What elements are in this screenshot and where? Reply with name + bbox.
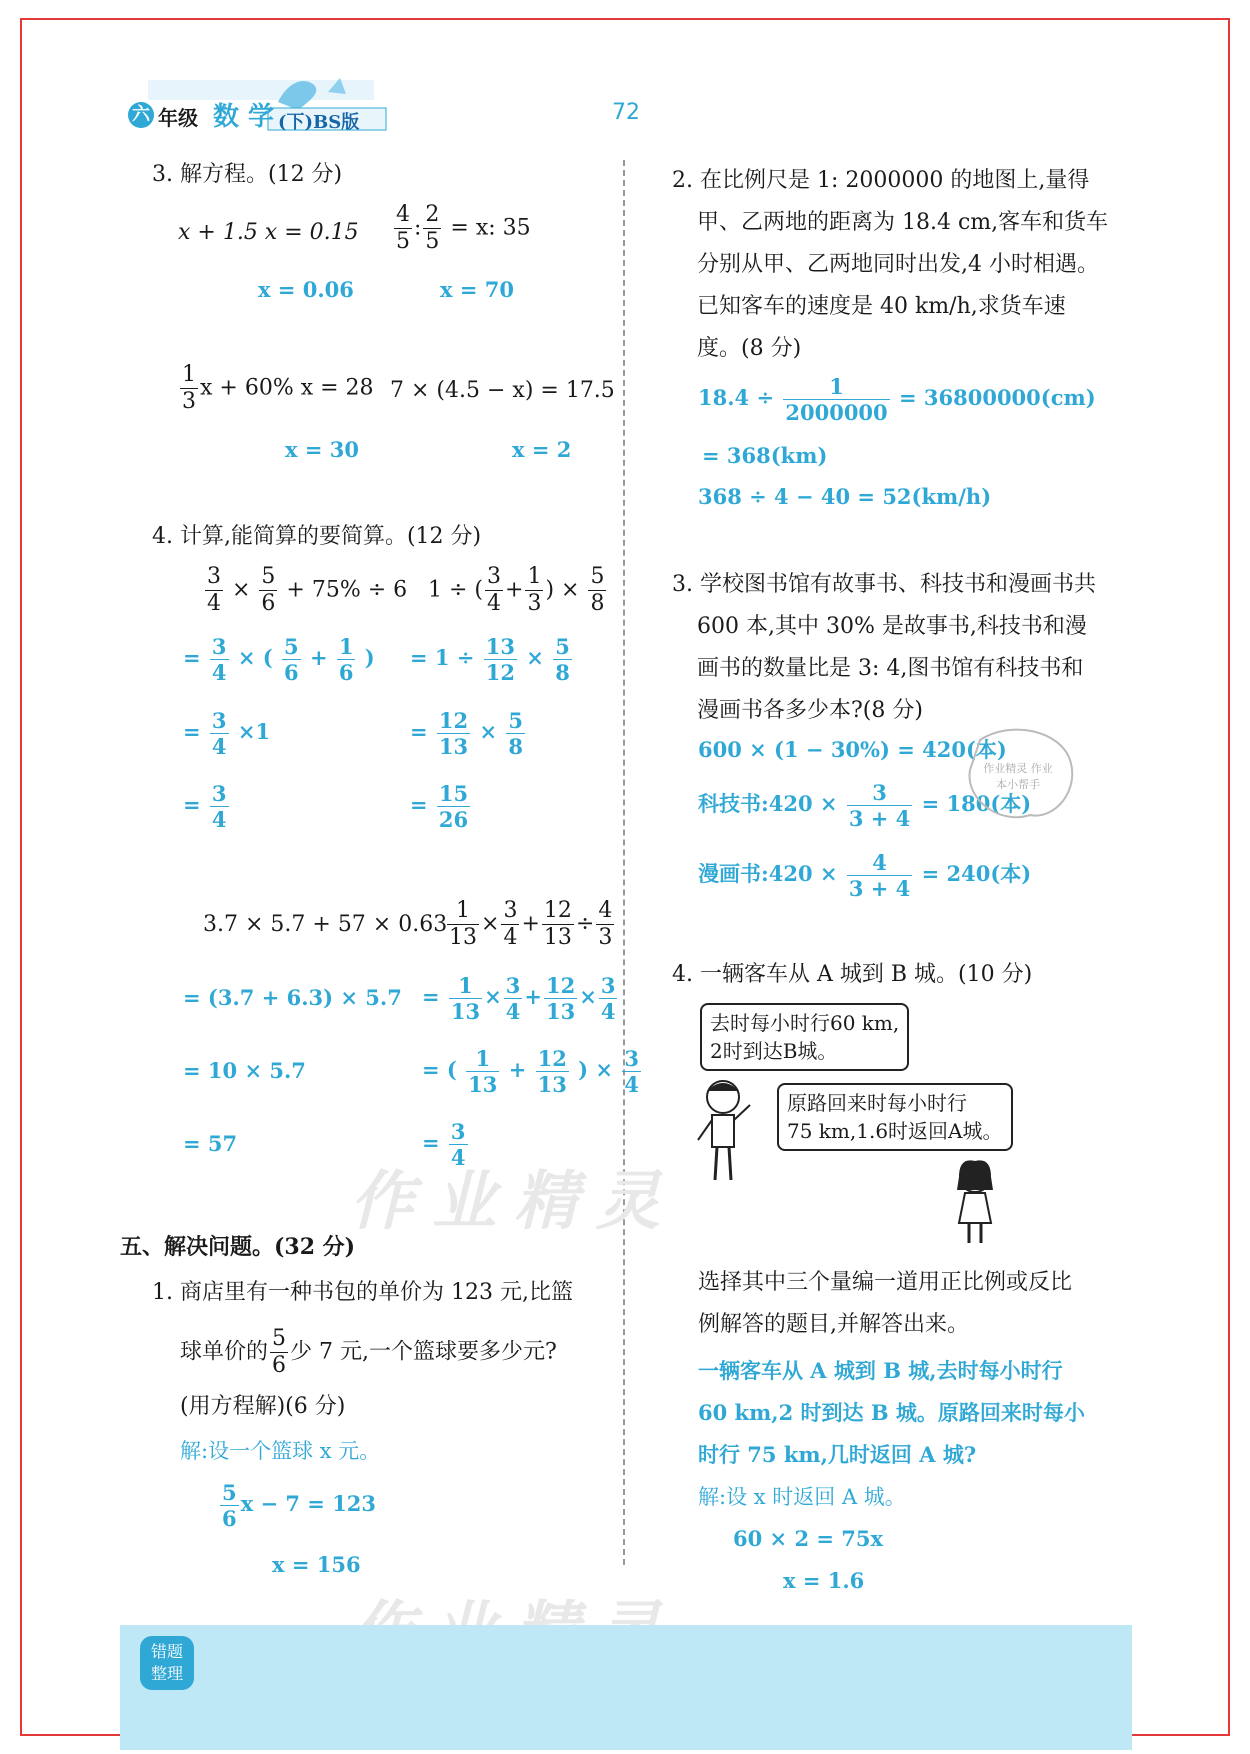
column-divider: [623, 160, 625, 1565]
q3-answer-2: 科技书:420 × $\frac{3}{3 + 4}$ = 180(本): [698, 780, 1032, 831]
stamp-text: 作业精灵 作业本小帮手: [983, 762, 1053, 791]
p2-step3: = $\frac{15}{26}$: [410, 781, 469, 832]
q3-answer-1: 600 × (1 − 30%) = 420(本): [698, 737, 1007, 762]
sec3-title: 3. 解方程。(12 分): [152, 162, 343, 187]
header-logo: [128, 72, 416, 138]
speech-bubble-1: 去时每小时行60 km, 2时到达B城。: [700, 1003, 909, 1071]
q4-answer: 一辆客车从 A 城到 B 城,去时每小时行 60 km,2 时到达 B 城。原路回来时每小 时行 75 km,几时返回 A 城? 解:设 x 时返回 A 城。 60 × 2 = 75x x = 1.6: [698, 1358, 1085, 1593]
q3-answer-3: 漫画书:420 × $\frac{4}{3 + 4}$ = 240(本): [698, 850, 1032, 901]
eq1-question: x + 1.5 x = 0.15: [178, 220, 359, 245]
q3-text: 3. 学校图书馆有故事书、科技书和漫画书共 600 本,其中 30% 是故事书,科技书和漫 画书的数量比是 3: 4,图书馆有科技书和 漫画书各多少本?(8 分): [672, 572, 1096, 723]
page-number: 72: [612, 100, 640, 125]
boy-figure: [688, 1075, 768, 1190]
p2-step1: = 1 ÷ $\frac{13}{12}$ × $\frac{5}{8}$: [410, 634, 570, 685]
p3-step2: = 10 × 5.7: [183, 1058, 306, 1083]
error-notes-badge: 错题 整理: [140, 1636, 194, 1690]
subject-label: 数 学: [213, 102, 275, 132]
eq3-answer: x = 30: [285, 437, 359, 462]
p2-step2: = $\frac{12}{13}$ × $\frac{5}{8}$: [410, 708, 523, 759]
q4-title: 4. 一辆客车从 A 城到 B 城。(10 分): [672, 962, 1033, 987]
q2-text: 2. 在比例尺是 1: 2000000 的地图上,量得 甲、乙两地的距离为 18.4 cm,客车和货车 分别从甲、乙两地同时出发,4 小时相遇。 已知客车的速度是 40 km/h,求货车速 度。(8 分): [672, 168, 1109, 361]
p1-step3: = $\frac{3}{4}$: [183, 781, 227, 832]
q1-line3: (用方程解)(6 分): [180, 1394, 346, 1419]
q1-answer-setup: 解:设一个篮球 x 元。: [180, 1439, 381, 1463]
eq4-question: 7 × (4.5 − x) = 17.5: [390, 378, 615, 403]
eq4-answer: x = 2: [512, 437, 572, 462]
edition-label: (下)BS版: [278, 112, 360, 133]
eq2-question: $\frac{4}{5}$ : $\frac{2}{5}$ = x: 35: [396, 202, 531, 254]
girl-figure: [945, 1155, 1005, 1250]
error-notes-panel: [120, 1625, 1132, 1750]
q1-line1: 1. 商店里有一种书包的单价为 123 元,比篮: [152, 1280, 573, 1305]
eq2-answer: x = 70: [440, 277, 514, 302]
q1-answer-result: x = 156: [272, 1552, 361, 1577]
p3-question: 3.7 × 5.7 + 57 × 0.63: [203, 912, 448, 937]
watermark-1: 作业精灵: [350, 1165, 678, 1239]
p4-step3: = $\frac{3}{4}$: [422, 1119, 466, 1170]
p3-step1: = (3.7 + 6.3) × 5.7: [183, 985, 402, 1010]
sec4-title: 4. 计算,能简算的要简算。(12 分): [152, 524, 482, 549]
q1-answer-equation: $\frac{5}{6}$ x − 7 = 123: [222, 1480, 377, 1531]
p1-step1: = $\frac{3}{4}$ × ( $\frac{5}{6}$ + $\frac{1}{6}$ ): [183, 634, 375, 685]
eq3-question: $\frac{1}{3}$ x + 60% x = 28: [182, 362, 374, 414]
p3-step3: = 57: [183, 1131, 238, 1156]
p4-step1: = $\frac{1}{13}$ × $\frac{3}{4}$ + $\frac{12}{13}$ × $\frac{3}{4}$: [422, 973, 616, 1024]
q2-answer-2: = 368(km): [702, 443, 828, 468]
q4-prompt: 选择其中三个量编一道用正比例或反比 例解答的题目,并解答出来。: [698, 1270, 1073, 1337]
q2-answer-1: 18.4 ÷ $\frac{1}{2000000}$ = 36800000(cm): [698, 374, 1096, 425]
grade-circle: 六: [128, 102, 154, 128]
grade-label: 年级: [158, 106, 198, 130]
q2-answer-3: 368 ÷ 4 − 40 = 52(km/h): [698, 484, 992, 509]
p1-question: $\frac{3}{4}$ × $\frac{5}{6}$ + 75% ÷ 6: [207, 564, 408, 616]
eq1-answer: x = 0.06: [258, 277, 354, 302]
sec5-title: 五、解决问题。(32 分): [120, 1234, 356, 1260]
speech-bubble-2: 原路回来时每小时行 75 km,1.6时返回A城。: [777, 1083, 1013, 1151]
p4-question: $\frac{1}{13}$ × $\frac{3}{4}$ + $\frac{12}{13}$ ÷ $\frac{4}{3}$: [449, 898, 613, 950]
q1-line2: 球单价的 $\frac{5}{6}$ 少 7 元,一个篮球要多少元?: [180, 1326, 557, 1378]
p1-step2: = $\frac{3}{4}$ ×1: [183, 708, 271, 759]
p4-step2: = ( $\frac{1}{13}$ + $\frac{12}{13}$ ) × $\frac{3}{4}$: [422, 1046, 639, 1097]
p2-question: 1 ÷ ( $\frac{3}{4}$ + $\frac{1}{3}$ ) × $\frac{5}{8}$: [428, 564, 605, 616]
stamp-mark: [960, 720, 1080, 830]
